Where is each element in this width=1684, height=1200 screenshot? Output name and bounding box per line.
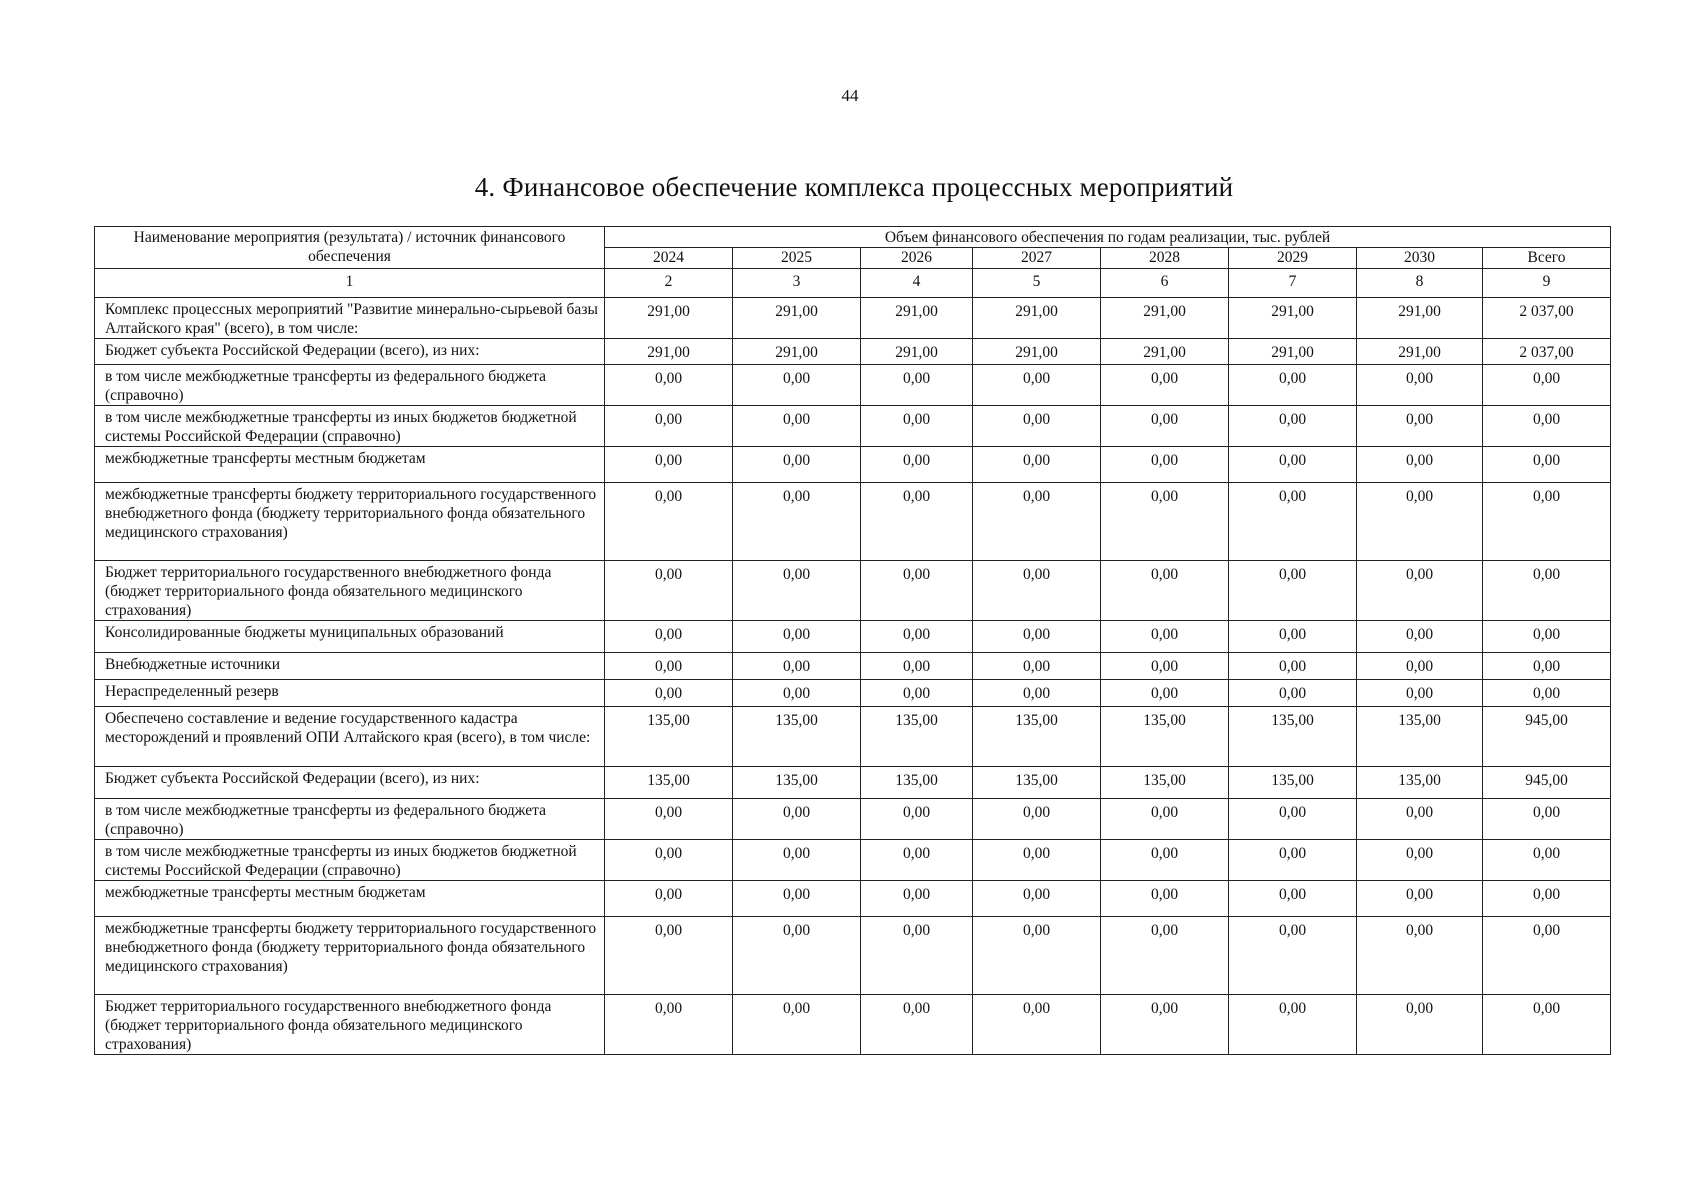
total-header: Всего	[1483, 248, 1611, 269]
value-cell: 291,00	[733, 339, 861, 365]
value-cell: 0,00	[1101, 840, 1229, 881]
value-cell: 0,00	[861, 653, 973, 680]
value-cell: 0,00	[861, 917, 973, 995]
table-row	[95, 298, 1611, 339]
name-column-header: Наименование мероприятия (результата) / источник финансового обеспечения	[95, 227, 605, 269]
value-cell: 0,00	[605, 799, 733, 840]
value-cell: 135,00	[861, 707, 973, 767]
row-label: Внебюджетные источники	[95, 653, 605, 680]
value-cell: 0,00	[1357, 680, 1483, 707]
row-label: межбюджетные трансферты бюджету территориального государственного внебюджетного фонда (бюджету территориального фонда обязательного медицинского страхования)	[95, 483, 605, 561]
value-cell: 0,00	[1101, 653, 1229, 680]
value-cell: 0,00	[1101, 680, 1229, 707]
value-cell: 0,00	[733, 917, 861, 995]
value-cell: 0,00	[733, 995, 861, 1055]
value-cell: 135,00	[861, 767, 973, 799]
table-row	[95, 406, 1611, 447]
value-cell: 0,00	[1357, 653, 1483, 680]
value-cell: 0,00	[1101, 995, 1229, 1055]
value-cell: 0,00	[861, 995, 973, 1055]
value-cell: 0,00	[733, 840, 861, 881]
value-cell: 0,00	[1357, 621, 1483, 653]
table-row	[95, 483, 1611, 561]
value-cell: 0,00	[733, 621, 861, 653]
value-cell: 0,00	[861, 881, 973, 917]
value-cell: 0,00	[973, 995, 1101, 1055]
value-cell: 291,00	[1357, 339, 1483, 365]
total-cell: 945,00	[1483, 767, 1611, 799]
row-label: межбюджетные трансферты бюджету территориального государственного внебюджетного фонда (бюджету территориального фонда обязательного медицинского страхования)	[95, 917, 605, 995]
value-cell: 0,00	[605, 995, 733, 1055]
section-title: 4. Финансовое обеспечение комплекса процессных мероприятий	[474, 172, 1234, 202]
value-cell: 0,00	[1101, 406, 1229, 447]
value-cell: 135,00	[1101, 707, 1229, 767]
column-number: 9	[1483, 269, 1611, 298]
value-cell: 0,00	[605, 406, 733, 447]
column-number: 8	[1357, 269, 1483, 298]
value-cell: 291,00	[1229, 298, 1357, 339]
value-cell: 291,00	[1101, 298, 1229, 339]
value-cell: 291,00	[605, 339, 733, 365]
table-row	[95, 653, 1611, 680]
value-cell: 0,00	[973, 483, 1101, 561]
value-cell: 135,00	[1229, 767, 1357, 799]
year-header: 2027	[973, 248, 1101, 269]
row-label: в том числе межбюджетные трансферты из иных бюджетов бюджетной системы Российской Федерации (справочно)	[95, 840, 605, 881]
column-number-row	[95, 269, 1611, 298]
table-row	[95, 339, 1611, 365]
value-cell: 0,00	[605, 447, 733, 483]
total-cell: 0,00	[1483, 621, 1611, 653]
value-cell: 0,00	[733, 365, 861, 406]
value-cell: 135,00	[973, 707, 1101, 767]
row-label: межбюджетные трансферты местным бюджетам	[95, 881, 605, 917]
value-cell: 0,00	[733, 447, 861, 483]
value-cell: 0,00	[1101, 483, 1229, 561]
total-cell: 0,00	[1483, 406, 1611, 447]
value-cell: 0,00	[973, 447, 1101, 483]
value-cell: 0,00	[605, 881, 733, 917]
value-cell: 135,00	[1229, 707, 1357, 767]
column-number: 2	[605, 269, 733, 298]
value-cell: 0,00	[733, 483, 861, 561]
table-row	[95, 561, 1611, 621]
value-cell: 0,00	[605, 365, 733, 406]
table-row	[95, 680, 1611, 707]
value-cell: 0,00	[973, 365, 1101, 406]
value-cell: 135,00	[733, 767, 861, 799]
value-cell: 0,00	[861, 621, 973, 653]
column-number: 7	[1229, 269, 1357, 298]
value-cell: 291,00	[1101, 339, 1229, 365]
table-row	[95, 447, 1611, 483]
table-row	[95, 995, 1611, 1055]
table-row	[95, 621, 1611, 653]
value-cell: 0,00	[973, 680, 1101, 707]
value-cell: 0,00	[733, 653, 861, 680]
value-cell: 0,00	[861, 561, 973, 621]
row-label: межбюджетные трансферты местным бюджетам	[95, 447, 605, 483]
value-cell: 0,00	[1229, 799, 1357, 840]
value-cell: 0,00	[605, 483, 733, 561]
value-cell: 135,00	[1357, 767, 1483, 799]
value-cell: 0,00	[1357, 917, 1483, 995]
value-cell: 0,00	[1229, 995, 1357, 1055]
value-cell: 0,00	[973, 917, 1101, 995]
value-cell: 0,00	[605, 917, 733, 995]
year-header: 2025	[733, 248, 861, 269]
value-cell: 0,00	[861, 799, 973, 840]
row-label: Консолидированные бюджеты муниципальных образований	[95, 621, 605, 653]
value-cell: 0,00	[1357, 799, 1483, 840]
table-row	[95, 767, 1611, 799]
total-cell: 945,00	[1483, 707, 1611, 767]
value-cell: 0,00	[973, 799, 1101, 840]
row-label: Бюджет территориального государственного внебюджетного фонда (бюджет территориального фонда обязательного медицинского страхования)	[95, 561, 605, 621]
year-header: 2029	[1229, 248, 1357, 269]
value-cell: 0,00	[1357, 995, 1483, 1055]
total-cell: 0,00	[1483, 561, 1611, 621]
table-row	[95, 881, 1611, 917]
value-cell: 0,00	[1357, 840, 1483, 881]
value-cell: 0,00	[1229, 917, 1357, 995]
value-cell: 0,00	[733, 881, 861, 917]
value-cell: 0,00	[1101, 799, 1229, 840]
value-cell: 0,00	[973, 840, 1101, 881]
value-cell: 0,00	[1101, 917, 1229, 995]
value-cell: 0,00	[1229, 561, 1357, 621]
value-cell: 0,00	[605, 621, 733, 653]
value-cell: 135,00	[605, 767, 733, 799]
row-label: Бюджет субъекта Российской Федерации (всего), из них:	[95, 767, 605, 799]
value-cell: 291,00	[733, 298, 861, 339]
value-cell: 0,00	[733, 799, 861, 840]
value-cell: 0,00	[1357, 483, 1483, 561]
row-label: Бюджет территориального государственного внебюджетного фонда (бюджет территориального фонда обязательного медицинского страхования)	[95, 995, 605, 1055]
value-cell: 0,00	[861, 406, 973, 447]
value-cell: 0,00	[1101, 561, 1229, 621]
value-cell: 0,00	[973, 653, 1101, 680]
value-cell: 0,00	[1101, 881, 1229, 917]
value-cell: 0,00	[1101, 447, 1229, 483]
value-cell: 0,00	[1357, 881, 1483, 917]
year-header: 2028	[1101, 248, 1229, 269]
total-cell: 0,00	[1483, 995, 1611, 1055]
value-cell: 0,00	[1229, 840, 1357, 881]
value-cell: 0,00	[1357, 365, 1483, 406]
table-row	[95, 799, 1611, 840]
value-cell: 0,00	[733, 561, 861, 621]
column-number: 3	[733, 269, 861, 298]
row-label: Бюджет субъекта Российской Федерации (всего), из них:	[95, 339, 605, 365]
total-cell: 0,00	[1483, 653, 1611, 680]
value-cell: 291,00	[605, 298, 733, 339]
value-cell: 0,00	[1229, 483, 1357, 561]
value-cell: 0,00	[861, 680, 973, 707]
value-cell: 0,00	[1229, 680, 1357, 707]
value-cell: 291,00	[1229, 339, 1357, 365]
total-cell: 0,00	[1483, 881, 1611, 917]
table-row	[95, 917, 1611, 995]
value-cell: 0,00	[1229, 621, 1357, 653]
row-label: Нераспределенный резерв	[95, 680, 605, 707]
value-cell: 0,00	[861, 447, 973, 483]
column-number: 5	[973, 269, 1101, 298]
value-cell: 0,00	[861, 483, 973, 561]
value-cell: 0,00	[605, 840, 733, 881]
value-cell: 291,00	[861, 339, 973, 365]
value-cell: 291,00	[973, 339, 1101, 365]
page-number: 44	[841, 86, 859, 105]
table-row	[95, 365, 1611, 406]
column-number: 4	[861, 269, 973, 298]
value-cell: 0,00	[973, 561, 1101, 621]
value-cell: 0,00	[1357, 447, 1483, 483]
value-cell: 135,00	[1357, 707, 1483, 767]
row-label: в том числе межбюджетные трансферты из федерального бюджета (справочно)	[95, 365, 605, 406]
total-cell: 0,00	[1483, 483, 1611, 561]
value-cell: 135,00	[973, 767, 1101, 799]
year-header: 2030	[1357, 248, 1483, 269]
value-cell: 291,00	[973, 298, 1101, 339]
value-cell: 135,00	[1101, 767, 1229, 799]
value-cell: 0,00	[973, 621, 1101, 653]
value-cell: 0,00	[973, 881, 1101, 917]
table-header-row	[95, 227, 1611, 248]
column-number: 6	[1101, 269, 1229, 298]
value-cell: 0,00	[1101, 621, 1229, 653]
row-label: в том числе межбюджетные трансферты из иных бюджетов бюджетной системы Российской Федерации (справочно)	[95, 406, 605, 447]
value-cell: 0,00	[1229, 406, 1357, 447]
column-number: 1	[95, 269, 605, 298]
table-row	[95, 707, 1611, 767]
year-header: 2026	[861, 248, 973, 269]
value-cell: 0,00	[973, 406, 1101, 447]
row-label: в том числе межбюджетные трансферты из федерального бюджета (справочно)	[95, 799, 605, 840]
total-cell: 0,00	[1483, 680, 1611, 707]
value-cell: 0,00	[733, 680, 861, 707]
value-cell: 135,00	[733, 707, 861, 767]
year-header: 2024	[605, 248, 733, 269]
total-cell: 0,00	[1483, 917, 1611, 995]
value-cell: 0,00	[733, 406, 861, 447]
value-cell: 0,00	[1229, 447, 1357, 483]
value-cell: 0,00	[1101, 365, 1229, 406]
value-cell: 0,00	[861, 840, 973, 881]
total-cell: 2 037,00	[1483, 339, 1611, 365]
row-label: Обеспечено составление и ведение государственного кадастра месторождений и проявлений ОПИ Алтайского края (всего), в том числе:	[95, 707, 605, 767]
table-row	[95, 840, 1611, 881]
value-cell: 135,00	[605, 707, 733, 767]
total-cell: 0,00	[1483, 365, 1611, 406]
value-cell: 0,00	[605, 653, 733, 680]
value-cell: 0,00	[1357, 561, 1483, 621]
total-cell: 0,00	[1483, 799, 1611, 840]
value-cell: 0,00	[1357, 406, 1483, 447]
total-cell: 0,00	[1483, 840, 1611, 881]
value-cell: 0,00	[861, 365, 973, 406]
volume-column-header: Объем финансового обеспечения по годам реализации, тыс. рублей	[605, 227, 1611, 248]
value-cell: 0,00	[1229, 881, 1357, 917]
row-label: Комплекс процессных мероприятий "Развитие минерально-сырьевой базы Алтайского края" (всего), в том числе:	[95, 298, 605, 339]
value-cell: 0,00	[1229, 365, 1357, 406]
value-cell: 291,00	[861, 298, 973, 339]
value-cell: 291,00	[1357, 298, 1483, 339]
value-cell: 0,00	[605, 561, 733, 621]
value-cell: 0,00	[1229, 653, 1357, 680]
total-cell: 0,00	[1483, 447, 1611, 483]
value-cell: 0,00	[605, 680, 733, 707]
total-cell: 2 037,00	[1483, 298, 1611, 339]
financing-table	[94, 226, 1611, 1055]
